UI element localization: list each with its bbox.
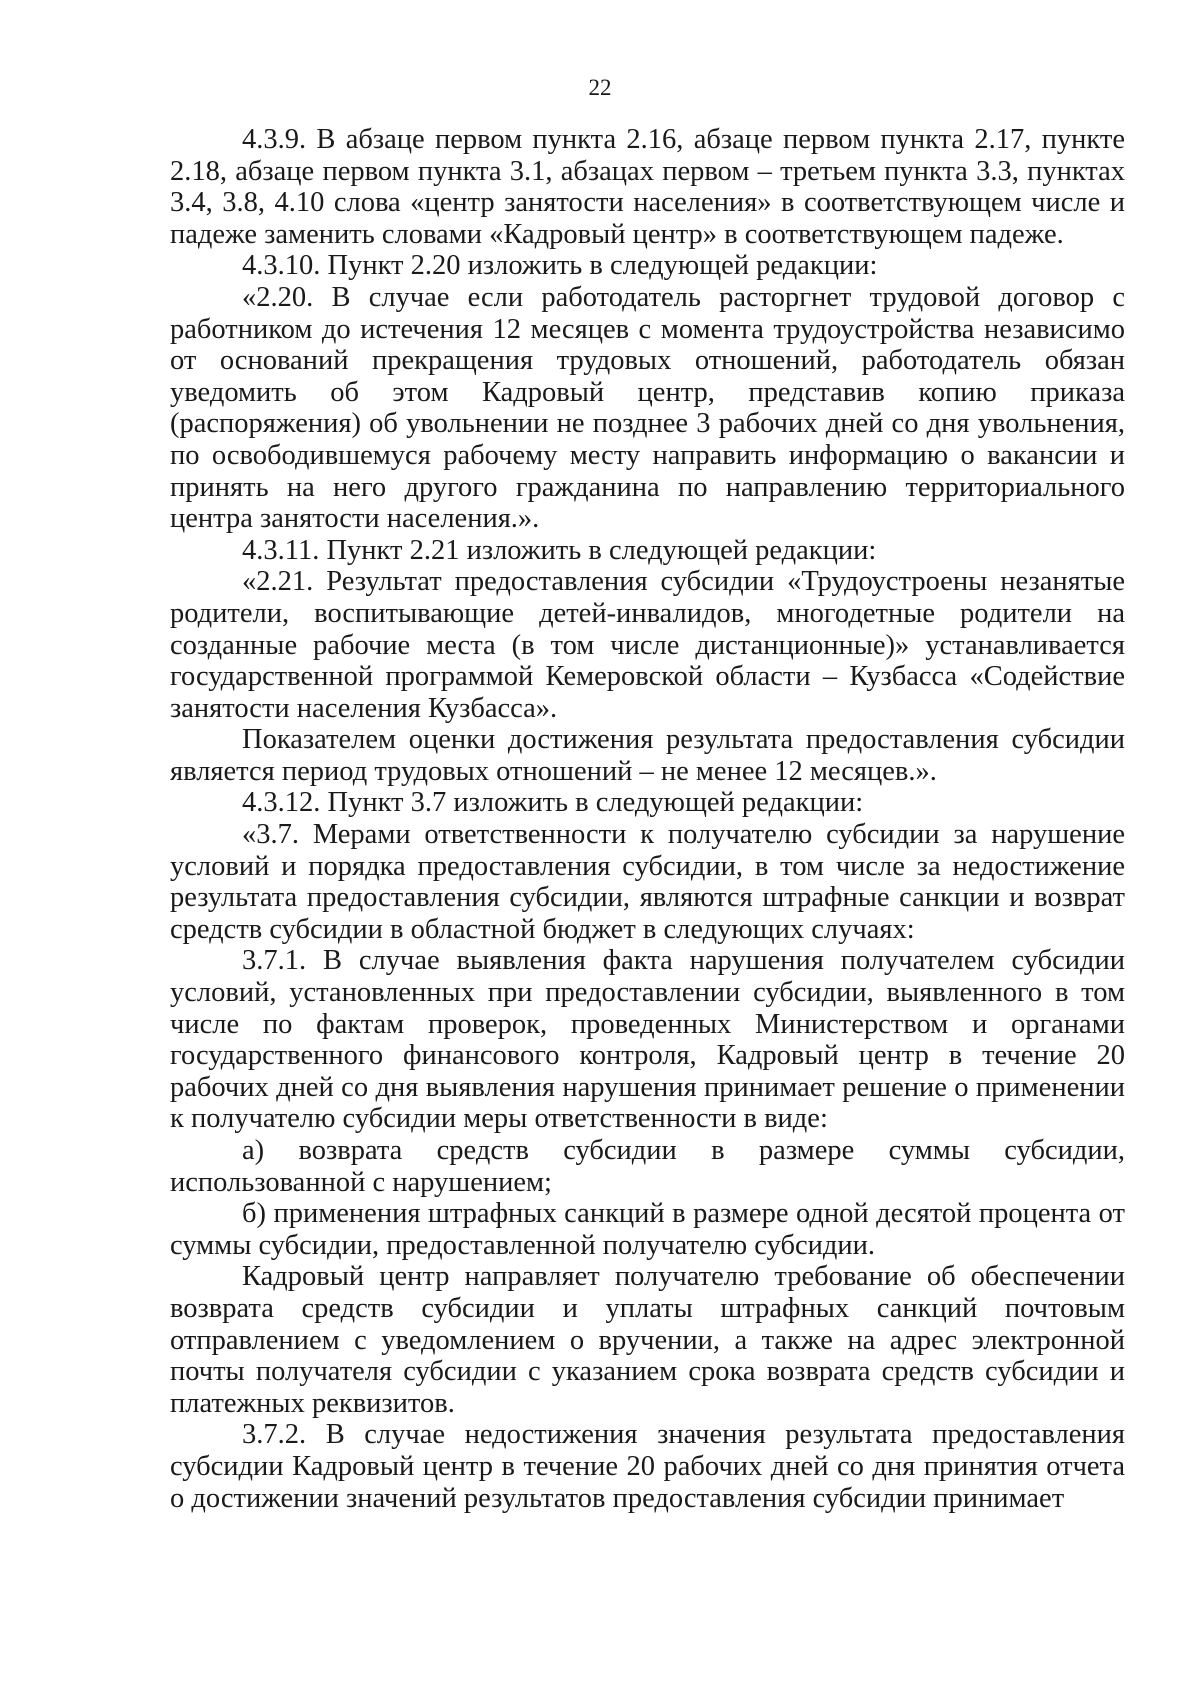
paragraph-item-a: а) возврата средств субсидии в размере суммы субсидии, использованной с нарушением; (170, 1135, 1125, 1198)
paragraph-2-20: «2.20. В случае если работодатель расторгнет трудовой договор с работником до истечения 12 месяцев с момента трудоустройства независимо от оснований прекращения трудовых отношений, работодатель обязан уведомить об этом Кадровый центр, представив копию приказа (распоряжения) об увольнении не позднее 3 рабочих дней со дня увольнения, по освободившемуся рабочему месту направить информацию о вакансии и принять на него другого гражданина по направлению территориального центра занятости населения.». (170, 281, 1125, 535)
paragraph-4-3-9: 4.3.9. В абзаце первом пункта 2.16, абзаце первом пункта 2.17, пункте 2.18, абзаце первом пункта 3.1, абзацах первом – третьем пункта 3.3, пунктах 3.4, 3.8, 4.10 слова «центр занятости населения» в соответствующем числе и падеже заменить словами «Кадровый центр» в соответствующем падеже. (170, 124, 1125, 250)
paragraph-3-7: «3.7. Мерами ответственности к получателю субсидии за нарушение условий и порядка предоставления субсидии, в том числе за недостижение результата предоставления субсидии, являются штрафные санкции и возврат средств субсидии в областной бюджет в следующих случаях: (170, 819, 1125, 945)
paragraph-4-3-10: 4.3.10. Пункт 2.20 изложить в следующей редакции: (242, 250, 878, 282)
page-number: 22 (588, 75, 612, 100)
paragraph-4-3-11: 4.3.11. Пункт 2.21 изложить в следующей редакции: (242, 534, 877, 566)
paragraph-item-b: б) применения штрафных санкций в размере одной десятой процента от суммы субсидии, предоставленной получателю субсидии. (170, 1198, 1125, 1261)
paragraph-2-21: «2.21. Результат предоставления субсидии «Трудоустроены незанятые родители, воспитывающие детей-инвалидов, многодетные родители на созданные рабочие места (в том числе дистанционные)» устанавливается государственной программой Кемеровской области – Кузбасса «Содействие занятости населения Кузбасса». (170, 566, 1125, 724)
paragraph-4-3-12: 4.3.12. Пункт 3.7 изложить в следующей редакции: (242, 787, 864, 819)
paragraph-3-7-1: 3.7.1. В случае выявления факта нарушения получателем субсидии условий, установленных при предоставлении субсидии, выявленного в том числе по фактам проверок, проведенных Министерством и органами государственного финансового контроля, Кадровый центр в течение 20 рабочих дней со дня выявления нарушения принимает решение о применении к получателю субсидии меры ответственности в виде: (170, 945, 1125, 1135)
paragraph-indicator: Показателем оценки достижения результата предоставления субсидии является период трудовых отношений – не менее 12 месяцев.». (170, 724, 1125, 787)
paragraph-3-7-2: 3.7.2. В случае недостижения значения результата предоставления субсидии Кадровый центр в течение 20 рабочих дней со дня принятия отчета о достижении значений результатов предоставления субсидии принимает (170, 1419, 1125, 1514)
document-body (170, 124, 1125, 1514)
paragraph-requirement: Кадровый центр направляет получателю требование об обеспечении возврата средств субсидии и уплаты штрафных санкций почтовым отправлением с уведомлением о вручении, а также на адрес электронной почты получателя субсидии с указанием срока возврата средств субсидии и платежных реквизитов. (170, 1261, 1125, 1419)
